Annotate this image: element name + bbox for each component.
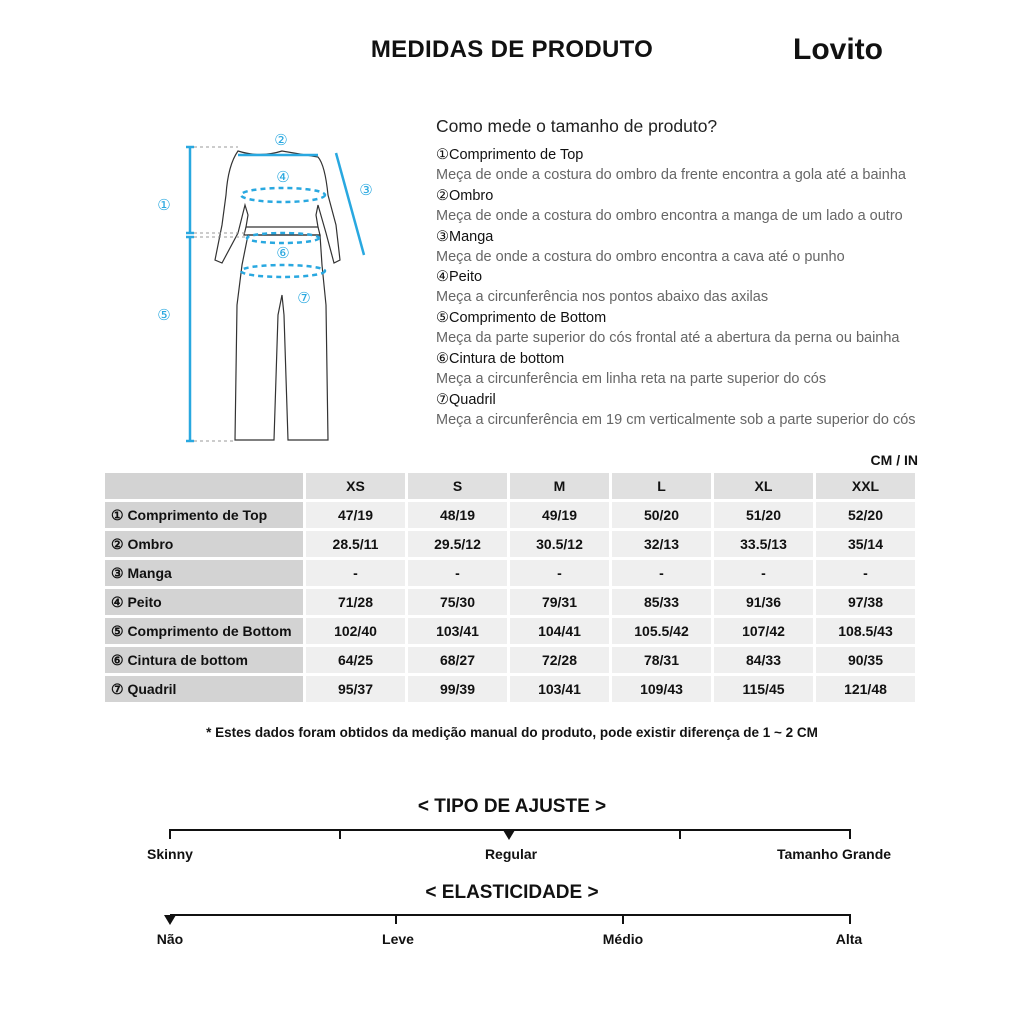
guide-item	[436, 268, 768, 308]
guide-item	[436, 146, 906, 186]
table-cell: 95/37	[306, 676, 405, 702]
elasticity-selected-marker	[164, 915, 176, 925]
row-label: ⑤ Comprimento de Bottom	[105, 618, 303, 644]
guide-item-name: ②Ombro	[436, 188, 494, 204]
table-cell: 84/33	[714, 647, 813, 673]
table-cell: 103/41	[408, 618, 507, 644]
table-cell: 68/27	[408, 647, 507, 673]
row-label: ③ Manga	[105, 560, 303, 586]
column-header: XXL	[816, 473, 915, 499]
elasticity-label-medium: Médio	[602, 931, 644, 947]
table-cell: 79/31	[510, 589, 609, 615]
guide-item	[436, 309, 900, 349]
column-header: M	[510, 473, 609, 499]
table-cell: 78/31	[612, 647, 711, 673]
table-row	[105, 589, 915, 615]
guide-item-name: ③Manga	[436, 229, 494, 245]
table-cell: 115/45	[714, 676, 813, 702]
guide-item-desc: Meça da parte superior do cós frontal até a abertura da perna ou bainha	[436, 330, 900, 346]
guide-item-desc: Meça de onde a costura do ombro da frente encontra a gola até a bainha	[436, 167, 906, 183]
table-cell: 109/43	[612, 676, 711, 702]
guide-item-desc: Meça a circunferência nos pontos abaixo das axilas	[436, 289, 769, 305]
table-cell: 75/30	[408, 589, 507, 615]
table-cell: 99/39	[408, 676, 507, 702]
table-cell: 29.5/12	[408, 531, 507, 557]
column-header: S	[408, 473, 507, 499]
column-header: L	[612, 473, 711, 499]
table-cell: 102/40	[306, 618, 405, 644]
marker-4: ④	[276, 168, 290, 186]
table-cell: -	[714, 560, 813, 586]
table-cell: 52/20	[816, 502, 915, 528]
table-cell: 49/19	[510, 502, 609, 528]
row-label: ② Ombro	[105, 531, 303, 557]
row-label: ⑦ Quadril	[105, 676, 303, 702]
garment-measurement-diagram	[150, 125, 390, 450]
fit-label-large: Tamanho Grande	[776, 846, 892, 862]
guide-heading: Como mede o tamanho de produto?	[436, 116, 718, 136]
elasticity-tick	[849, 914, 851, 924]
guide-item	[436, 187, 903, 227]
fit-label-skinny: Skinny	[147, 846, 193, 862]
table-cell: 108.5/43	[816, 618, 915, 644]
marker-2: ②	[274, 131, 288, 149]
table-cell: -	[612, 560, 711, 586]
column-header: XL	[714, 473, 813, 499]
table-cell: 97/38	[816, 589, 915, 615]
brand-logo: Lovito	[793, 33, 883, 66]
table-cell: 47/19	[306, 502, 405, 528]
table-cell: 30.5/12	[510, 531, 609, 557]
row-label: ④ Peito	[105, 589, 303, 615]
table-cell: 91/36	[714, 589, 813, 615]
guide-item-name: ①Comprimento de Top	[436, 147, 584, 163]
fit-tick	[339, 829, 341, 839]
elasticity-tick	[622, 914, 624, 924]
fit-selected-marker	[503, 830, 515, 840]
guide-item-desc: Meça a circunferência em 19 cm verticalmente sob a parte superior do cós	[436, 412, 916, 428]
fit-label-regular: Regular	[484, 846, 538, 862]
table-cell: 35/14	[816, 531, 915, 557]
elasticity-label-light: Leve	[382, 931, 414, 947]
column-header: XS	[306, 473, 405, 499]
table-cell: 51/20	[714, 502, 813, 528]
guide-item-desc: Meça a circunferência em linha reta na parte superior do cós	[436, 371, 827, 387]
fit-tick	[169, 829, 171, 839]
elasticity-scale-line	[170, 914, 850, 916]
size-table	[102, 470, 918, 705]
table-row	[105, 618, 915, 644]
table-cell: 105.5/42	[612, 618, 711, 644]
guide-item	[436, 228, 845, 268]
marker-3: ③	[359, 181, 373, 199]
guide-item-desc: Meça de onde a costura do ombro encontra a cava até o punho	[436, 249, 845, 265]
table-row	[105, 676, 915, 702]
marker-5: ⑤	[157, 306, 171, 324]
table-cell: 33.5/13	[714, 531, 813, 557]
row-label: ⑥ Cintura de bottom	[105, 647, 303, 673]
table-cell: 48/19	[408, 502, 507, 528]
table-cell: 72/28	[510, 647, 609, 673]
table-cell: -	[816, 560, 915, 586]
fit-tick	[679, 829, 681, 839]
guide-item	[436, 391, 916, 431]
marker-7: ⑦	[297, 289, 311, 307]
unit-label: CM / IN	[870, 452, 918, 468]
elasticity-label-none: Não	[156, 931, 184, 947]
elasticity-scale-title: < ELASTICIDADE >	[425, 882, 599, 903]
guide-item-desc: Meça de onde a costura do ombro encontra a manga de um lado a outro	[436, 208, 903, 224]
table-cell: 71/28	[306, 589, 405, 615]
table-cell: 121/48	[816, 676, 915, 702]
table-cell: 32/13	[612, 531, 711, 557]
elasticity-tick	[395, 914, 397, 924]
table-row	[105, 531, 915, 557]
table-cell: -	[510, 560, 609, 586]
table-cell: 28.5/11	[306, 531, 405, 557]
marker-1: ①	[157, 196, 171, 214]
elasticity-label-high: Alta	[835, 931, 863, 947]
table-cell: 107/42	[714, 618, 813, 644]
fit-scale-title: < TIPO DE AJUSTE >	[417, 796, 607, 817]
table-cell: 85/33	[612, 589, 711, 615]
page-title: MEDIDAS DE PRODUTO	[370, 36, 654, 63]
table-row	[105, 647, 915, 673]
fit-tick	[849, 829, 851, 839]
table-cell: 104/41	[510, 618, 609, 644]
table-cell: 64/25	[306, 647, 405, 673]
guide-item	[436, 350, 826, 390]
table-cell: -	[306, 560, 405, 586]
table-row	[105, 560, 915, 586]
table-cell: 103/41	[510, 676, 609, 702]
table-cell: 50/20	[612, 502, 711, 528]
table-corner	[105, 473, 303, 499]
marker-6: ⑥	[276, 244, 290, 262]
table-cell: 90/35	[816, 647, 915, 673]
guide-item-name: ④Peito	[436, 269, 483, 285]
table-cell: -	[408, 560, 507, 586]
table-header-row	[105, 473, 915, 499]
row-label: ① Comprimento de Top	[105, 502, 303, 528]
guide-item-name: ⑤Comprimento de Bottom	[436, 310, 607, 326]
guide-item-name: ⑥Cintura de bottom	[436, 351, 565, 367]
table-row	[105, 502, 915, 528]
measurement-note: * Estes dados foram obtidos da medição manual do produto, pode existir diferença de 1 ~ 2 CM	[206, 725, 818, 740]
guide-item-name: ⑦Quadril	[436, 392, 496, 408]
